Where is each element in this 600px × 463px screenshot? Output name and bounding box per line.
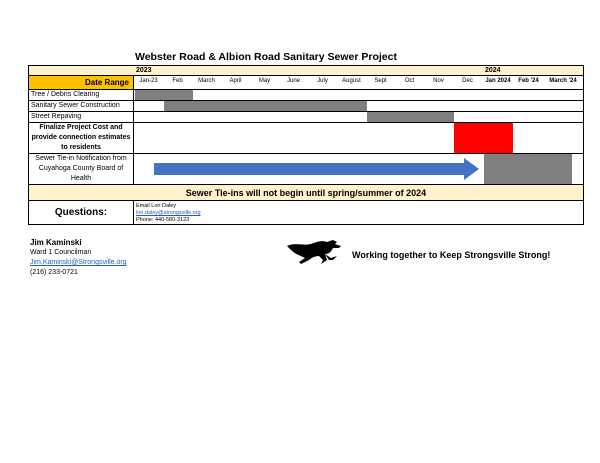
task-bar <box>367 112 454 122</box>
task-row <box>28 123 584 154</box>
task-row <box>28 101 584 112</box>
contact-block <box>30 238 127 278</box>
task-label: Sanitary Sewer Construction <box>29 101 134 111</box>
month-label: March '24 <box>549 78 577 84</box>
month-label: Dec <box>462 78 473 84</box>
contact-name: Jim Kaminski <box>30 238 82 247</box>
questions-info <box>134 201 334 226</box>
task-row <box>28 90 584 101</box>
task-label: Street Repaving <box>29 112 134 122</box>
month-label: August <box>342 78 361 84</box>
month-label: May <box>258 78 271 84</box>
task-label-line: Sewer Tie-in Notification from <box>35 155 127 162</box>
date-range-label: Date Range <box>29 76 134 89</box>
task-label <box>29 123 134 153</box>
questions-phone: Phone: 440-580-3123 <box>136 217 190 223</box>
task-bar <box>164 101 367 111</box>
month-label: April <box>229 78 242 84</box>
questions-email-link[interactable]: lori.daley@strongsville.org <box>136 210 201 216</box>
month-label: Feb '24 <box>518 78 539 84</box>
task-bar <box>454 123 513 153</box>
contact-email-link[interactable]: Jim.Kaminski@Strongsville.org <box>30 259 127 266</box>
task-label: Tree / Debris Clearing <box>29 90 134 100</box>
task-label-line: Finalize Project Cost and <box>39 124 123 131</box>
contact-role: Ward 1 Councilman <box>30 249 92 256</box>
contact-phone: (216) 233-0721 <box>30 269 78 276</box>
task-label-line: Cuyahoga County Board of <box>38 165 124 172</box>
month-label: June <box>286 78 300 84</box>
month-label: July <box>317 78 328 84</box>
month-label: Jan-23 <box>139 78 158 84</box>
task-label <box>29 154 134 184</box>
month-label: Feb <box>172 78 183 84</box>
month-header-row <box>28 76 584 90</box>
task-label-line: provide connection estimates <box>31 134 131 141</box>
year-2023: 2023 <box>136 67 152 74</box>
questions-row <box>28 201 584 225</box>
year-row <box>28 65 584 76</box>
month-label: Sept <box>374 78 387 84</box>
page-title: Webster Road & Albion Road Sanitary Sewer Project <box>135 51 397 63</box>
questions-line: Email Lori Daley <box>136 203 177 209</box>
task-bar <box>135 90 193 100</box>
month-label: Nov <box>433 78 444 84</box>
month-label: Jan 2024 <box>485 78 511 84</box>
task-label-line: to residents <box>61 144 101 151</box>
task-label-line: Health <box>70 175 92 182</box>
banner: Sewer Tie-ins will not begin until spring/summer of 2024 <box>28 185 584 201</box>
task-row <box>28 154 584 185</box>
month-label: March <box>198 78 215 84</box>
task-row <box>28 112 584 123</box>
year-2024: 2024 <box>485 67 501 74</box>
slogan: Working together to Keep Strongsville Strong! <box>352 250 551 260</box>
task-bar <box>484 154 572 184</box>
mustang-logo-icon <box>285 238 347 268</box>
notification-arrow <box>154 158 479 180</box>
month-label: Oct <box>404 78 415 84</box>
questions-label: Questions: <box>29 201 134 224</box>
